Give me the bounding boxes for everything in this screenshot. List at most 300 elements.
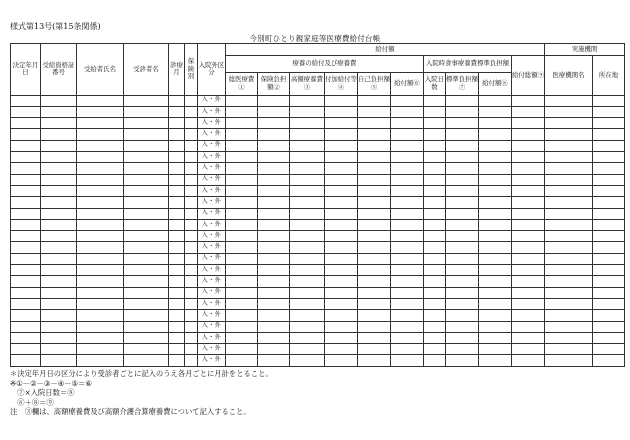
blank-cell: [325, 276, 358, 287]
blank-cell: [479, 344, 512, 355]
blank-cell: [290, 265, 325, 276]
blank-cell: [424, 208, 446, 219]
blank-cell: [185, 242, 198, 253]
blank-cell: [545, 197, 593, 208]
blank-cell: [258, 344, 290, 355]
blank-cell: [391, 265, 424, 276]
header-self-pay: 自己負担額⑤: [358, 72, 391, 95]
header-benefit-amount: 給付額: [226, 44, 545, 56]
blank-cell: [424, 276, 446, 287]
header-high-cost-medical: 高額療養費③: [290, 72, 325, 95]
blank-cell: [593, 219, 625, 230]
header-benefit-amount-6: 給付額⑥: [391, 72, 424, 95]
blank-cell: [226, 185, 258, 196]
blank-cell: [11, 253, 41, 264]
blank-cell: [424, 344, 446, 355]
blank-cell: [545, 355, 593, 367]
table-row: [11, 140, 625, 151]
blank-cell: [391, 208, 424, 219]
blank-cell: [185, 95, 198, 106]
blank-cell: [593, 106, 625, 117]
blank-cell: [512, 242, 545, 253]
header-recipient-name: 受給者氏名: [77, 44, 124, 96]
blank-cell: [479, 287, 512, 298]
table-row: [11, 242, 625, 253]
in-out-cell: 入・外: [198, 140, 226, 151]
blank-cell: [325, 152, 358, 163]
table-row: [11, 95, 625, 106]
in-out-cell: 入・外: [198, 129, 226, 140]
blank-cell: [77, 344, 124, 355]
blank-cell: [593, 197, 625, 208]
in-out-cell: 入・外: [198, 242, 226, 253]
blank-cell: [358, 310, 391, 321]
blank-cell: [226, 129, 258, 140]
blank-cell: [358, 174, 391, 185]
blank-cell: [124, 185, 169, 196]
blank-cell: [479, 231, 512, 242]
blank-cell: [226, 118, 258, 129]
blank-cell: [545, 185, 593, 196]
blank-cell: [124, 355, 169, 367]
blank-cell: [258, 152, 290, 163]
blank-cell: [391, 118, 424, 129]
blank-cell: [11, 344, 41, 355]
blank-cell: [11, 106, 41, 117]
blank-cell: [512, 231, 545, 242]
blank-cell: [358, 152, 391, 163]
blank-cell: [226, 140, 258, 151]
blank-cell: [290, 253, 325, 264]
blank-cell: [290, 355, 325, 367]
blank-cell: [545, 321, 593, 332]
blank-cell: [545, 287, 593, 298]
in-out-cell: 入・外: [198, 231, 226, 242]
blank-cell: [424, 253, 446, 264]
blank-cell: [512, 118, 545, 129]
blank-cell: [593, 174, 625, 185]
blank-cell: [169, 185, 185, 196]
blank-cell: [290, 185, 325, 196]
table-row: [11, 310, 625, 321]
header-in-out-category: 入院外区分: [198, 44, 226, 96]
header-treatment-month: 診療月: [169, 44, 185, 96]
blank-cell: [77, 231, 124, 242]
blank-cell: [593, 344, 625, 355]
blank-cell: [325, 242, 358, 253]
blank-cell: [11, 185, 41, 196]
blank-cell: [446, 185, 479, 196]
blank-cell: [446, 208, 479, 219]
blank-cell: [325, 174, 358, 185]
blank-cell: [169, 174, 185, 185]
blank-cell: [124, 287, 169, 298]
table-row: [11, 265, 625, 276]
blank-cell: [593, 287, 625, 298]
table-row: [11, 197, 625, 208]
blank-cell: [41, 344, 77, 355]
in-out-cell: 入・外: [198, 185, 226, 196]
table-row: [11, 208, 625, 219]
footnote-line: ⑥＋⑧＝⑨: [10, 397, 54, 407]
blank-cell: [226, 287, 258, 298]
blank-cell: [77, 106, 124, 117]
blank-cell: [446, 140, 479, 151]
in-out-cell: 入・外: [198, 219, 226, 230]
blank-cell: [545, 344, 593, 355]
blank-cell: [512, 174, 545, 185]
blank-cell: [593, 118, 625, 129]
blank-cell: [124, 265, 169, 276]
blank-cell: [358, 287, 391, 298]
blank-cell: [358, 140, 391, 151]
blank-cell: [325, 344, 358, 355]
blank-cell: [124, 298, 169, 309]
blank-cell: [226, 332, 258, 343]
blank-cell: [424, 298, 446, 309]
blank-cell: [124, 208, 169, 219]
header-inpatient-days: 入院日数: [424, 72, 446, 95]
blank-cell: [391, 197, 424, 208]
blank-cell: [479, 197, 512, 208]
blank-cell: [446, 310, 479, 321]
blank-cell: [169, 118, 185, 129]
blank-cell: [479, 118, 512, 129]
blank-cell: [124, 129, 169, 140]
blank-cell: [325, 310, 358, 321]
table-row: [11, 276, 625, 287]
blank-cell: [424, 265, 446, 276]
footnote-line: ※①－②－③－④－⑤＝⑥: [10, 378, 92, 388]
blank-cell: [11, 265, 41, 276]
blank-cell: [545, 242, 593, 253]
blank-cell: [512, 253, 545, 264]
blank-cell: [391, 219, 424, 230]
blank-cell: [41, 208, 77, 219]
blank-cell: [325, 163, 358, 174]
blank-cell: [11, 152, 41, 163]
blank-cell: [391, 231, 424, 242]
blank-cell: [512, 321, 545, 332]
blank-cell: [391, 298, 424, 309]
blank-cell: [593, 152, 625, 163]
blank-cell: [124, 344, 169, 355]
table-row: [11, 152, 625, 163]
blank-cell: [185, 253, 198, 264]
blank-cell: [290, 276, 325, 287]
blank-cell: [512, 265, 545, 276]
blank-cell: [391, 355, 424, 367]
blank-cell: [290, 231, 325, 242]
blank-cell: [545, 163, 593, 174]
blank-cell: [512, 287, 545, 298]
blank-cell: [358, 118, 391, 129]
blank-cell: [593, 242, 625, 253]
blank-cell: [479, 152, 512, 163]
form-number: 様式第13号(第15条関係): [10, 22, 101, 31]
blank-cell: [325, 321, 358, 332]
blank-cell: [424, 355, 446, 367]
blank-cell: [258, 298, 290, 309]
blank-cell: [424, 185, 446, 196]
header-standard-burden: 標準負担額⑦: [446, 72, 479, 95]
blank-cell: [185, 355, 198, 367]
blank-cell: [325, 197, 358, 208]
blank-cell: [11, 140, 41, 151]
blank-cell: [479, 163, 512, 174]
blank-cell: [446, 231, 479, 242]
blank-cell: [77, 310, 124, 321]
in-out-cell: 入・外: [198, 163, 226, 174]
blank-cell: [593, 265, 625, 276]
blank-cell: [226, 265, 258, 276]
blank-cell: [185, 231, 198, 242]
blank-cell: [479, 219, 512, 230]
blank-cell: [258, 265, 290, 276]
header-total-medical-cost: 総医療費①: [226, 72, 258, 95]
blank-cell: [169, 140, 185, 151]
blank-cell: [479, 355, 512, 367]
header-insurance-payment: 保険負担額②: [258, 72, 290, 95]
blank-cell: [169, 321, 185, 332]
blank-cell: [258, 231, 290, 242]
blank-cell: [185, 163, 198, 174]
blank-cell: [258, 95, 290, 106]
blank-cell: [424, 174, 446, 185]
blank-cell: [77, 355, 124, 367]
blank-cell: [41, 276, 77, 287]
blank-cell: [290, 163, 325, 174]
blank-cell: [169, 129, 185, 140]
blank-cell: [169, 152, 185, 163]
blank-cell: [11, 174, 41, 185]
blank-cell: [41, 106, 77, 117]
blank-cell: [391, 140, 424, 151]
blank-cell: [226, 95, 258, 106]
blank-cell: [358, 185, 391, 196]
table-row: [11, 287, 625, 298]
blank-cell: [169, 197, 185, 208]
blank-cell: [325, 231, 358, 242]
header-medical-benefit-group: 療養の給付及び療養費: [226, 56, 424, 72]
blank-cell: [512, 152, 545, 163]
blank-cell: [424, 332, 446, 343]
blank-cell: [169, 253, 185, 264]
blank-cell: [77, 276, 124, 287]
blank-cell: [512, 208, 545, 219]
blank-cell: [169, 310, 185, 321]
blank-cell: [169, 344, 185, 355]
blank-cell: [77, 197, 124, 208]
blank-cell: [41, 242, 77, 253]
blank-cell: [446, 118, 479, 129]
blank-cell: [446, 129, 479, 140]
blank-cell: [545, 129, 593, 140]
header-insurance-type: 保険別: [185, 44, 198, 96]
table-row: [11, 231, 625, 242]
blank-cell: [169, 298, 185, 309]
in-out-cell: 入・外: [198, 208, 226, 219]
blank-cell: [358, 208, 391, 219]
blank-cell: [124, 242, 169, 253]
blank-cell: [290, 95, 325, 106]
blank-cell: [258, 287, 290, 298]
blank-cell: [41, 231, 77, 242]
blank-cell: [11, 129, 41, 140]
blank-cell: [41, 95, 77, 106]
blank-cell: [169, 276, 185, 287]
blank-cell: [358, 344, 391, 355]
blank-cell: [391, 276, 424, 287]
blank-cell: [512, 185, 545, 196]
blank-cell: [479, 129, 512, 140]
blank-cell: [258, 174, 290, 185]
blank-cell: [185, 276, 198, 287]
blank-cell: [77, 140, 124, 151]
blank-cell: [41, 174, 77, 185]
blank-cell: [185, 174, 198, 185]
blank-cell: [290, 344, 325, 355]
blank-cell: [185, 208, 198, 219]
header-additional-benefit: 付加給付等④: [325, 72, 358, 95]
blank-cell: [391, 163, 424, 174]
blank-cell: [479, 253, 512, 264]
blank-cell: [358, 276, 391, 287]
blank-cell: [391, 344, 424, 355]
blank-cell: [290, 140, 325, 151]
blank-cell: [290, 152, 325, 163]
in-out-cell: 入・外: [198, 253, 226, 264]
blank-cell: [325, 332, 358, 343]
blank-cell: [258, 310, 290, 321]
in-out-cell: 入・外: [198, 265, 226, 276]
blank-cell: [545, 298, 593, 309]
blank-cell: [11, 298, 41, 309]
blank-cell: [512, 140, 545, 151]
blank-cell: [124, 253, 169, 264]
in-out-cell: 入・外: [198, 355, 226, 367]
blank-cell: [391, 152, 424, 163]
in-out-cell: 入・外: [198, 298, 226, 309]
blank-cell: [479, 276, 512, 287]
blank-cell: [226, 344, 258, 355]
blank-cell: [545, 310, 593, 321]
table-row: [11, 298, 625, 309]
header-recipient-cert-no: 受給資格証番号: [41, 44, 77, 96]
blank-cell: [325, 106, 358, 117]
blank-cell: [185, 129, 198, 140]
blank-cell: [545, 253, 593, 264]
blank-cell: [512, 310, 545, 321]
blank-cell: [41, 253, 77, 264]
blank-cell: [258, 253, 290, 264]
in-out-cell: 入・外: [198, 310, 226, 321]
blank-cell: [593, 231, 625, 242]
blank-cell: [358, 129, 391, 140]
blank-cell: [226, 355, 258, 367]
in-out-cell: 入・外: [198, 106, 226, 117]
blank-cell: [424, 287, 446, 298]
footnote-line: 注 ③欄は、高額療養費及び高額介護合算療養費について記入すること。: [10, 407, 251, 417]
blank-cell: [290, 219, 325, 230]
blank-cell: [479, 321, 512, 332]
blank-cell: [290, 197, 325, 208]
blank-cell: [545, 332, 593, 343]
blank-cell: [358, 197, 391, 208]
blank-cell: [424, 95, 446, 106]
table-row: [11, 174, 625, 185]
blank-cell: [185, 298, 198, 309]
in-out-cell: 入・外: [198, 276, 226, 287]
blank-cell: [290, 287, 325, 298]
blank-cell: [226, 219, 258, 230]
blank-cell: [185, 118, 198, 129]
in-out-cell: 入・外: [198, 287, 226, 298]
header-institution-name: 医療機関名: [545, 56, 593, 96]
blank-cell: [185, 152, 198, 163]
table-row: [11, 321, 625, 332]
blank-cell: [41, 332, 77, 343]
blank-cell: [479, 174, 512, 185]
blank-cell: [258, 219, 290, 230]
blank-cell: [185, 310, 198, 321]
blank-cell: [391, 253, 424, 264]
blank-cell: [593, 276, 625, 287]
blank-cell: [424, 152, 446, 163]
blank-cell: [124, 152, 169, 163]
header-location: 所在地: [593, 56, 625, 96]
blank-cell: [512, 106, 545, 117]
blank-cell: [446, 355, 479, 367]
blank-cell: [424, 242, 446, 253]
blank-cell: [226, 106, 258, 117]
blank-cell: [325, 355, 358, 367]
in-out-cell: 入・外: [198, 321, 226, 332]
blank-cell: [258, 321, 290, 332]
blank-cell: [41, 185, 77, 196]
header-total-benefit: 給付総額⑨: [512, 56, 545, 96]
blank-cell: [77, 321, 124, 332]
blank-cell: [512, 355, 545, 367]
table-row: [11, 185, 625, 196]
blank-cell: [258, 276, 290, 287]
blank-cell: [41, 287, 77, 298]
blank-cell: [424, 163, 446, 174]
table-row: [11, 129, 625, 140]
blank-cell: [258, 140, 290, 151]
blank-cell: [169, 355, 185, 367]
blank-cell: [391, 129, 424, 140]
blank-cell: [124, 174, 169, 185]
blank-cell: [185, 332, 198, 343]
blank-cell: [77, 152, 124, 163]
blank-cell: [124, 163, 169, 174]
blank-cell: [446, 276, 479, 287]
blank-cell: [593, 95, 625, 106]
blank-cell: [325, 208, 358, 219]
blank-cell: [358, 265, 391, 276]
blank-cell: [446, 152, 479, 163]
blank-cell: [77, 95, 124, 106]
blank-cell: [593, 129, 625, 140]
blank-cell: [226, 163, 258, 174]
table-row: [11, 355, 625, 367]
blank-cell: [358, 219, 391, 230]
blank-cell: [185, 344, 198, 355]
blank-cell: [11, 355, 41, 367]
blank-cell: [226, 253, 258, 264]
blank-cell: [41, 129, 77, 140]
